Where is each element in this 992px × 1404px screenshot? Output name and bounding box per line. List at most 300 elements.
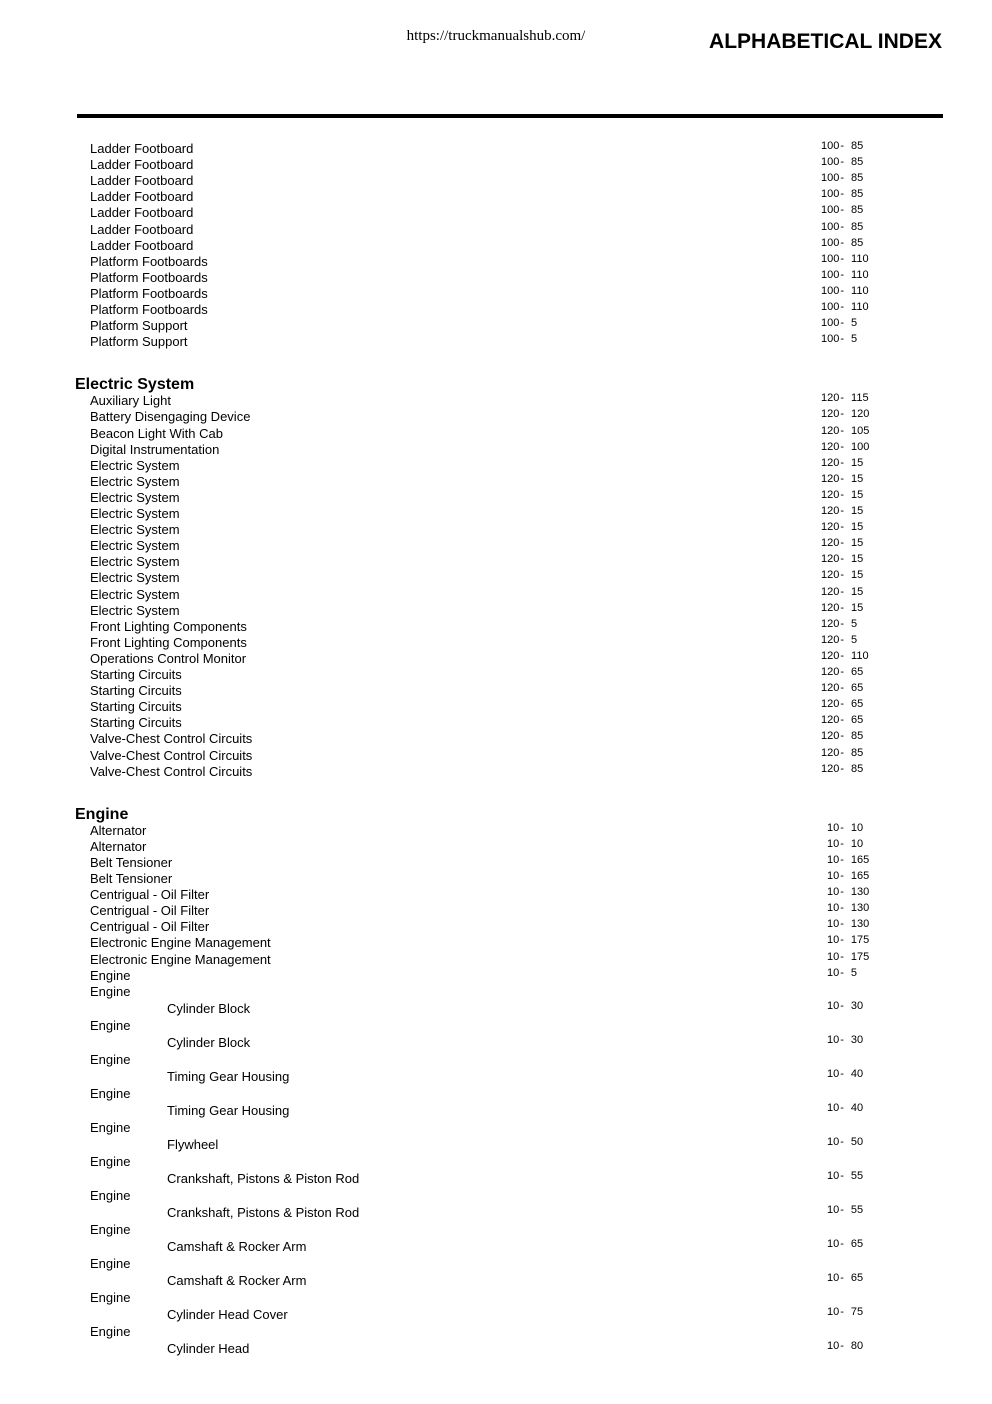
entry-section-number: 120 [821,553,840,566]
reference-separator: - [840,505,845,517]
entry-reference [827,1305,863,1319]
entry-page-number: 165 [850,870,870,882]
entry-reference [827,869,869,883]
entry-section-number: 120 [821,633,840,646]
reference-separator: - [840,966,844,979]
reference-separator: - [840,156,845,169]
entry-page-number: 5 [850,966,858,979]
reference-separator: - [840,140,845,152]
entry-section-number: 100 [821,333,840,346]
reference-separator: - [840,601,845,614]
reference-separator: - [840,950,844,963]
entry-reference [821,139,863,153]
reference-separator: - [840,440,845,453]
entry-label: Centrigual - Oil Filter [90,903,210,919]
entry-reference [827,853,869,867]
reference-separator: - [840,537,845,550]
reference-separator: - [840,714,845,727]
entry-page-number: 130 [850,902,870,915]
reference-separator: - [840,999,844,1012]
reference-separator: - [840,172,845,185]
entry-reference [821,316,857,330]
entry-label: Electric System [90,554,180,570]
reference-separator: - [840,633,845,646]
entry-reference [827,1169,863,1183]
reference-separator: - [840,853,844,866]
entry-reference [821,697,863,711]
entry-section-number: 120 [821,505,840,517]
entry-section-number: 100 [821,188,840,201]
entry-label: Engine [90,1153,131,1169]
entry-page-number: 85 [851,236,864,249]
reference-separator: - [840,698,845,711]
entry-section-number: 120 [821,730,840,743]
reference-separator: - [840,1169,844,1182]
reference-separator: - [840,521,845,534]
entry-label: Alternator [90,822,147,838]
section-heading: Electric System [75,376,195,394]
entry-label: Engine [90,983,131,999]
entry-label: Ladder Footboard [90,173,194,189]
entry-page-number: 30 [850,1033,864,1046]
entry-page-number: 110 [851,284,869,297]
entry-reference [827,837,863,851]
entry-label: Starting Circuits [90,715,182,731]
entry-reference [821,520,863,534]
entry-section-number: 100 [821,140,840,152]
entry-reference [821,332,857,346]
reference-separator: - [840,408,845,421]
reference-separator: - [840,569,845,582]
entry-section-number: 10 [827,999,840,1012]
entry-page-number: 65 [851,698,864,711]
entry-reference [821,220,863,234]
entry-reference [821,155,863,169]
entry-label: Electronic Engine Management [90,951,271,967]
entry-page-number: 5 [851,633,858,646]
entry-reference [821,236,863,250]
entry-section-number: 120 [821,472,840,485]
entry-label: Beacon Light With Cab [90,425,223,441]
entry-label: Ladder Footboard [90,141,194,156]
entry-reference [821,504,863,518]
entry-page-number: 10 [850,821,864,834]
entry-section-number: 10 [827,966,840,979]
entry-reference [827,1339,863,1353]
entry-section-number: 120 [821,488,840,501]
entry-reference [821,762,863,776]
subentry-label: Timing Gear Housing [167,1102,290,1118]
entry-section-number: 100 [821,220,840,233]
entry-reference [821,472,863,486]
entry-section-number: 120 [821,408,840,421]
reference-separator: - [840,918,844,931]
entry-page-number: 15 [851,553,864,566]
entry-label: Platform Support [90,334,188,350]
subentry-label: Camshaft & Rocker Arm [167,1272,307,1288]
entry-label: Engine [90,1187,131,1203]
reference-separator: - [840,472,845,485]
entry-reference [821,617,857,631]
reference-separator: - [840,682,845,695]
reference-separator: - [840,666,845,678]
entry-page-number: 85 [851,156,864,169]
subentry-label: Flywheel [167,1136,219,1152]
entry-label: Ladder Footboard [90,221,194,237]
entry-page-number: 65 [851,682,864,695]
entry-reference [821,713,863,727]
entry-section-number: 120 [821,440,840,453]
entry-section-number: 120 [821,392,840,405]
reference-separator: - [840,821,844,834]
entry-label: Auxiliary Light [90,393,171,409]
entry-reference [821,665,863,679]
entry-reference [821,681,863,695]
entry-reference [827,917,869,931]
entry-label: Platform Footboards [90,302,208,317]
subentry-label: Crankshaft, Pistons & Piston Rod [167,1204,360,1220]
reference-separator: - [840,1237,844,1250]
entry-page-number: 65 [851,666,864,678]
entry-reference [821,424,869,438]
reference-separator: - [840,204,845,217]
entry-label: Electric System [90,457,180,473]
reference-separator: - [840,392,845,405]
entry-section-number: 120 [821,682,840,695]
entry-reference [827,933,869,947]
reference-separator: - [840,333,845,346]
entry-section-number: 10 [827,1305,840,1318]
entry-label: Engine [90,1051,131,1067]
entry-page-number: 75 [850,1305,864,1318]
entry-page-number: 15 [851,601,864,614]
entry-section-number: 120 [821,666,840,678]
source-url[interactable]: https://truckmanualshub.com/ [406,28,586,44]
entry-reference [821,187,863,201]
reference-separator: - [840,268,845,281]
entry-page-number: 15 [851,472,864,485]
entry-page-number: 65 [850,1271,864,1284]
entry-section-number: 120 [821,456,840,469]
entry-reference [821,391,869,405]
entry-section-number: 120 [821,762,840,775]
entry-section-number: 10 [827,1033,840,1046]
entry-reference [827,1033,863,1047]
entry-reference [821,568,863,582]
entry-page-number: 100 [851,440,870,453]
entry-section-number: 100 [821,172,840,185]
entry-page-number: 55 [850,1203,864,1216]
entry-label: Front Lighting Components [90,618,247,634]
entry-page-number: 85 [851,172,864,185]
entry-section-number: 10 [827,853,840,866]
entry-section-number: 10 [827,1271,840,1284]
entry-label: Centrigual - Oil Filter [90,887,210,903]
entry-page-number: 85 [851,204,864,217]
entry-section-number: 120 [821,714,840,727]
entry-section-number: 120 [821,746,840,759]
entry-section-number: 120 [821,601,840,614]
entry-page-number: 15 [851,537,864,550]
entry-page-number: 80 [850,1339,864,1352]
entry-label: Digital Instrumentation [90,441,220,457]
reference-separator: - [840,1067,844,1080]
entry-section-number: 10 [827,1237,840,1250]
entry-label: Ladder Footboard [90,237,194,253]
reference-separator: - [840,252,845,265]
reference-separator: - [840,870,844,882]
entry-page-number: 175 [850,950,870,963]
entry-page-number: 15 [851,505,864,517]
entry-label: Starting Circuits [90,667,182,682]
entry-section-number: 10 [827,902,840,915]
entry-page-number: 175 [850,934,870,947]
entry-page-number: 85 [851,730,864,743]
entry-section-number: 120 [821,424,840,437]
entry-reference [821,585,863,599]
entry-label: Valve-Chest Control Circuits [90,763,253,779]
entry-section-number: 10 [827,1101,840,1114]
entry-label: Engine [90,1119,131,1135]
reference-separator: - [840,1033,844,1046]
entry-label: Platform Footboards [90,253,208,269]
entry-section-number: 100 [821,204,840,217]
reference-separator: - [840,424,845,437]
entry-page-number: 110 [851,301,869,313]
entry-reference [821,456,863,470]
entry-label: Platform Footboards [90,285,208,301]
entry-label: Electric System [90,586,180,602]
entry-reference [821,407,869,421]
entry-page-number: 130 [850,886,870,899]
entry-reference [827,1067,863,1081]
entry-page-number: 15 [851,585,864,598]
reference-separator: - [840,220,845,233]
entry-page-number: 130 [850,918,870,931]
entry-label: Electric System [90,489,180,505]
entry-reference [827,1271,863,1285]
reference-separator: - [840,617,845,630]
entry-reference [821,746,863,760]
entry-section-number: 10 [827,1067,840,1080]
entry-reference [821,252,869,266]
entry-section-number: 100 [821,156,840,169]
entry-label: Engine [90,1323,131,1339]
entry-label: Electric System [90,570,180,586]
entry-page-number: 5 [851,317,858,330]
reference-separator: - [840,188,845,201]
entry-label: Starting Circuits [90,683,182,699]
entry-reference [827,999,863,1013]
entry-page-number: 165 [850,853,870,866]
entry-reference [821,729,863,743]
entry-page-number: 115 [851,392,869,405]
entry-section-number: 10 [827,837,840,850]
section-heading: Engine [75,805,129,823]
entry-label: Ladder Footboard [90,189,194,205]
reference-separator: - [840,837,844,850]
entry-reference [827,1135,863,1149]
subentry-label: Cylinder Head Cover [167,1306,288,1322]
entry-label: Engine [90,1255,131,1271]
entry-label: Centrigual - Oil Filter [90,919,210,935]
entry-section-number: 10 [827,934,840,947]
reference-separator: - [840,1135,844,1148]
entry-page-number: 30 [850,999,864,1012]
entry-label: Electric System [90,538,180,554]
reference-separator: - [840,236,845,249]
subentry-label: Cylinder Block [167,1034,251,1050]
subentry-label: Camshaft & Rocker Arm [167,1238,307,1254]
entry-page-number: 120 [851,408,870,421]
entry-label: Ladder Footboard [90,157,194,173]
entry-section-number: 120 [821,569,840,582]
reference-separator: - [840,762,845,775]
reference-separator: - [840,1305,844,1318]
entry-section-number: 10 [827,1135,840,1148]
entry-label: Platform Footboards [90,269,208,285]
entry-page-number: 85 [851,762,864,775]
entry-reference [827,901,869,915]
entry-section-number: 100 [821,301,840,313]
entry-reference [821,440,869,454]
entry-section-number: 10 [827,886,840,899]
entry-page-number: 15 [851,521,864,534]
entry-page-number: 85 [851,188,864,201]
entry-reference [821,268,869,282]
entry-section-number: 10 [827,1169,840,1182]
entry-label: Valve-Chest Control Circuits [90,747,253,763]
reference-separator: - [840,1203,844,1216]
reference-separator: - [840,934,844,947]
entry-page-number: 40 [850,1101,864,1114]
subentry-label: Cylinder Block [167,1000,251,1016]
entry-page-number: 85 [851,220,864,233]
entry-page-number: 10 [850,837,864,850]
entry-label: Battery Disengaging Device [90,409,251,425]
entry-section-number: 120 [821,649,840,662]
reference-separator: - [840,585,845,598]
subentry-label: Crankshaft, Pistons & Piston Rod [167,1170,360,1186]
entry-section-number: 10 [827,1203,840,1216]
entry-page-number: 5 [851,333,858,346]
entry-section-number: 100 [821,317,840,330]
reference-separator: - [840,488,845,501]
entry-page-number: 40 [850,1067,864,1080]
entry-section-number: 10 [827,821,840,834]
entry-page-number: 15 [851,456,864,469]
reference-separator: - [840,649,845,662]
entry-reference [821,300,869,314]
entry-reference [827,1101,863,1115]
entry-label: Platform Support [90,318,188,334]
entry-reference [821,601,863,615]
reference-separator: - [840,284,845,297]
entry-reference [821,633,857,647]
entry-label: Alternator [90,838,147,854]
entry-reference [827,1203,863,1217]
entry-label: Engine [90,1289,131,1305]
entry-section-number: 120 [821,698,840,711]
subentry-label: Timing Gear Housing [167,1068,290,1084]
entry-label: Electronic Engine Management [90,935,271,951]
reference-separator: - [840,730,845,743]
entry-reference [821,552,863,566]
entry-page-number: 110 [851,252,869,265]
reference-separator: - [840,1101,844,1114]
entry-label: Starting Circuits [90,699,182,715]
reference-separator: - [840,1271,844,1284]
entry-section-number: 10 [827,950,840,963]
entry-label: Ladder Footboard [90,205,194,221]
entry-label: Electric System [90,522,180,538]
entry-page-number: 65 [850,1237,864,1250]
entry-page-number: 110 [851,649,869,662]
entry-page-number: 85 [851,746,864,759]
entry-section-number: 10 [827,870,840,882]
entry-page-number: 15 [851,569,864,582]
page-title: ALPHABETICAL INDEX [709,30,942,53]
entry-reference [827,1237,863,1251]
entry-label: Engine [90,1221,131,1237]
reference-separator: - [840,553,845,566]
entry-reference [821,171,863,185]
entry-section-number: 120 [821,521,840,534]
reference-separator: - [840,317,845,330]
entry-page-number: 5 [851,617,858,630]
entry-section-number: 120 [821,585,840,598]
entry-reference [821,488,863,502]
reference-separator: - [840,902,844,915]
entry-page-number: 105 [851,424,870,437]
entry-reference [827,966,857,980]
entry-page-number: 50 [850,1135,864,1148]
entry-label: Valve-Chest Control Circuits [90,731,253,747]
reference-separator: - [840,301,845,313]
entry-section-number: 100 [821,236,840,249]
entry-reference [821,284,869,298]
entry-label: Engine [90,1017,131,1033]
entry-reference [821,536,863,550]
entry-label: Belt Tensioner [90,871,173,886]
subentry-label: Cylinder Head [167,1340,250,1356]
entry-page-number: 85 [851,140,864,152]
entry-reference [821,203,863,217]
entry-reference [827,885,869,899]
entry-page-number: 15 [851,488,864,501]
entry-label: Electric System [90,473,180,489]
entry-section-number: 120 [821,537,840,550]
reference-separator: - [840,456,845,469]
entry-section-number: 10 [827,918,840,931]
entry-label: Front Lighting Components [90,634,247,650]
entry-page-number: 65 [851,714,864,727]
entry-label: Engine [90,1085,131,1101]
entry-reference [827,821,863,835]
entry-section-number: 120 [821,617,840,630]
entry-section-number: 100 [821,284,840,297]
entry-label: Electric System [90,506,180,521]
reference-separator: - [840,886,844,899]
entry-section-number: 100 [821,252,840,265]
entry-label: Engine [90,967,131,983]
reference-separator: - [840,746,845,759]
reference-separator: - [840,1339,844,1352]
entry-section-number: 10 [827,1339,840,1352]
entry-reference [821,649,869,663]
entry-label: Electric System [90,602,180,618]
entry-label: Belt Tensioner [90,854,173,870]
